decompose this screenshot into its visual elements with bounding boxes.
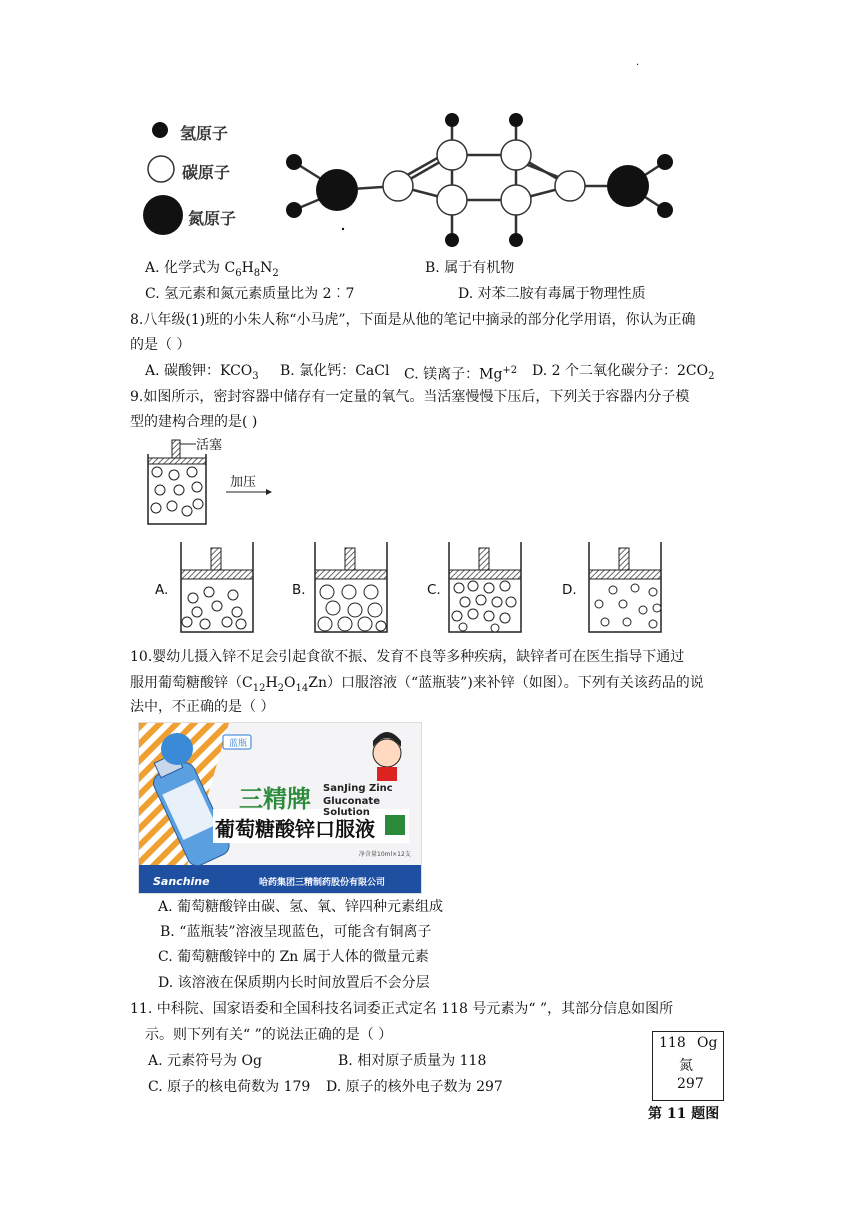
q7-option-b: B. 属于有机物	[425, 260, 515, 276]
q7-option-d: D. 对苯二胺有毒属于物理性质	[458, 286, 646, 302]
q11-option-c: C. 原子的核电荷数为 179	[148, 1079, 311, 1095]
q9-stem-line2: 型的建构合理的是( )	[130, 414, 258, 430]
arrow-label: 加压	[230, 475, 257, 490]
badge-label: 蓝瓶	[228, 739, 247, 749]
company-name: 哈药集团三精制药股份有限公司	[259, 878, 386, 888]
medicine-box-image	[138, 722, 422, 894]
q8-option-a: A. 碳酸钾：$KCO_3$	[145, 363, 259, 382]
q10-stem-line2: 服用葡萄糖酸锌$(C_{12}H_2O_{14}Zn)$口服溶液（“蓝瓶装”)来补锌（如图）。下列有关该药品的说	[130, 675, 704, 694]
brand-en-line2: Gluconate Solution	[323, 796, 380, 818]
element-card	[652, 1031, 724, 1101]
q8-stem-line2: 的是（ ）	[130, 337, 191, 353]
q9-option-b-container	[309, 540, 397, 636]
q9-option-a-container	[175, 540, 263, 636]
q9-option-c-container	[443, 540, 531, 636]
q11-stem-line2: 示。则下列有关“ ”的说法正确的是（ ）	[145, 1027, 393, 1043]
product-name: 葡萄糖酸锌口服液	[215, 817, 375, 841]
net-content: 净含量10ml×12支	[359, 851, 411, 858]
page-mark: ·	[636, 60, 640, 71]
q10-option-c: C. 葡萄糖酸锌中的 Zn 属于人体的微量元素	[158, 949, 429, 965]
q8-option-b: B. 氯化钙：CaCl	[280, 363, 390, 379]
carbon-legend-dot	[148, 156, 174, 182]
q10-option-d: D. 该溶液在保质期内长时间放置后不会分层	[158, 975, 430, 991]
q9-stem-line1: 9.如图所示，密封容器中储存有一定量的氧气。当活塞慢慢下压后，下列关于容器内分子模	[130, 389, 690, 405]
q11-option-a: A. 元素符号为 Og	[148, 1053, 262, 1069]
figure-caption: 第 11 题图	[648, 1106, 720, 1122]
element-name: 氮	[679, 1058, 693, 1074]
legend-hydrogen-label: 氢原子	[180, 124, 229, 143]
nitrogen-legend-dot	[143, 195, 183, 235]
q9-label-c: C.	[427, 582, 441, 598]
q10-option-a: A. 葡萄糖酸锌由碳、氢、氧、锌四种元素组成	[158, 899, 444, 915]
q11-option-b: B. 相对原子质量为 118	[338, 1053, 487, 1069]
q9-option-d-container	[583, 540, 671, 636]
element-symbol: Og	[697, 1035, 718, 1051]
q9-label-a: A.	[155, 582, 169, 598]
element-mass: 297	[677, 1076, 704, 1092]
legend-nitrogen-label: 氮原子	[188, 209, 237, 228]
brand-cn: 三精牌	[239, 785, 311, 813]
brand-en-line1: SanJing Zinc	[323, 783, 393, 794]
q11-option-d: D. 原子的核外电子数为 297	[326, 1079, 503, 1095]
q8-option-d: D. 2 个二氧化碳分子：$2CO_2$	[532, 363, 715, 382]
q9-label-b: B.	[292, 582, 306, 598]
hydrogen-legend-dot	[152, 122, 168, 138]
q7-option-a: A. 化学式为 $C_6H_8N_2$	[145, 260, 279, 279]
q10-stem-line1: 10.婴幼儿摄入锌不足会引起食欲不振、发育不良等多种疾病，缺锌者可在医生指导下通过	[130, 649, 685, 665]
element-number: 118	[659, 1035, 686, 1051]
q11-stem-line1: 11. 中科院、国家语委和全国科技名词委正式定名 118 号元素为“ ”，其部分信息如图所	[130, 1001, 674, 1017]
q8-option-c: C. 镁离子：$Mg^{+2}$	[404, 365, 518, 383]
piston-label: 活塞	[196, 438, 223, 453]
legend-carbon-label: 碳原子	[182, 163, 231, 182]
q9-label-d: D.	[562, 582, 577, 598]
q8-stem-line1: 8.八年级(1)班的小朱人称“小马虎”，下面是从他的笔记中摘录的部分化学用语，你认为正确	[130, 312, 696, 328]
q10-stem-line3: 法中，不正确的是（ ）	[130, 699, 275, 715]
company-logo: Sanchine	[153, 875, 210, 888]
q10-option-b: B. “蓝瓶装”溶液呈现蓝色，可能含有铜离子	[160, 924, 432, 940]
q7-option-c: C. 氢元素和氮元素质量比为 2︰7	[145, 286, 355, 302]
